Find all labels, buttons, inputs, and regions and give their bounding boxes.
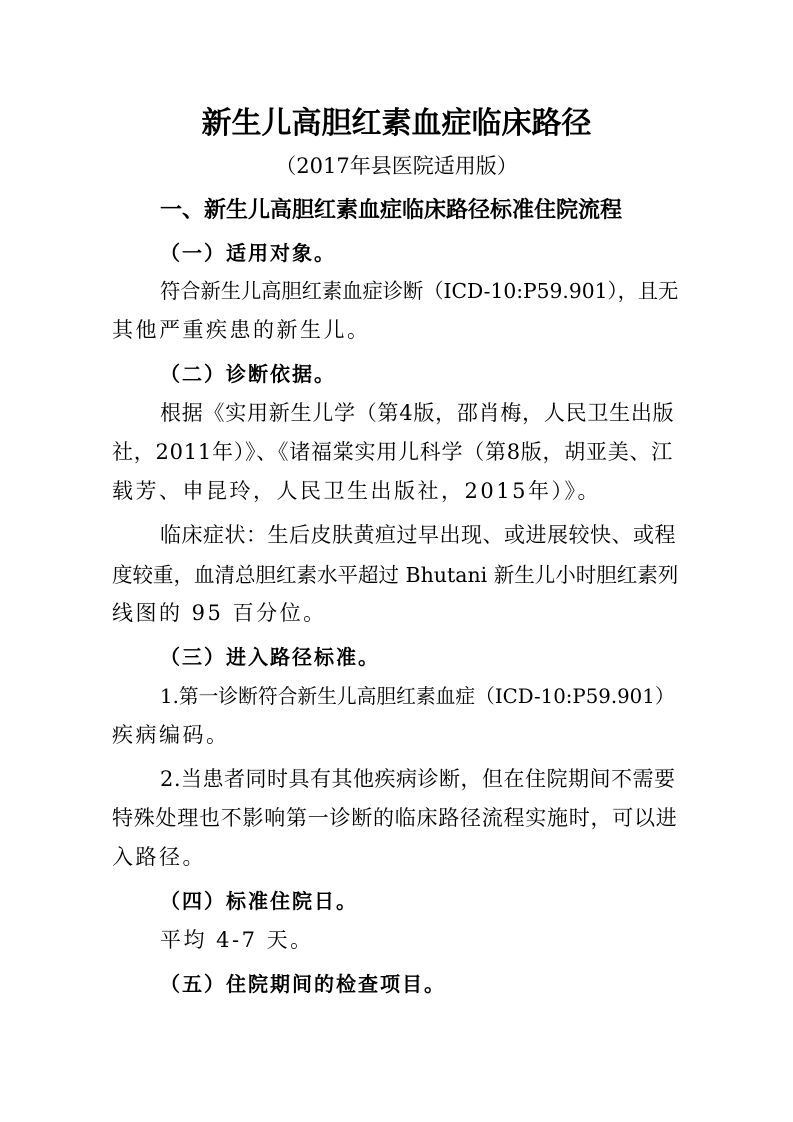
paragraph-line: 临床症状：生后皮肤黄疸过早出现、或进展较快、或程 <box>160 523 676 547</box>
document-title: 新生儿高胆红素血症临床路径 <box>201 106 592 141</box>
paragraph-line: 其他严重疾患的新生儿。 <box>112 318 371 342</box>
paragraph-line: 度较重，血清总胆红素水平超过 Bhutani 新生儿小时胆红素列 <box>112 563 679 587</box>
paragraph-line: 载芳、申昆玲，人民卫生出版社，2015年）》。 <box>112 479 601 503</box>
paragraph-line: 符合新生儿高胆红素血症诊断（ICD-10:P59.901），且无 <box>160 279 679 303</box>
subsection-heading-tests: （五）住院期间的检查项目。 <box>160 972 446 996</box>
subsection-heading-criteria: （三）进入路径标准。 <box>160 645 380 669</box>
paragraph-line: 2.当患者同时具有其他疾病诊断，但在住院期间不需要 <box>160 767 676 791</box>
paragraph-line: 社，2011年）》、《诸福棠实用儿科学（第8版，胡亚美、江 <box>112 440 674 464</box>
subsection-heading-diagnosis: （二）诊断依据。 <box>160 362 336 386</box>
paragraph-line: 特殊处理也不影响第一诊断的临床路径流程实施时，可以进 <box>112 806 678 830</box>
paragraph-line: 疾病编码。 <box>112 723 230 747</box>
paragraph-line: 根据《实用新生儿学（第4版，邵肖梅，人民卫生出版 <box>160 401 675 425</box>
paragraph-line: 入路径。 <box>112 845 206 869</box>
paragraph-line: 平均 4-7 天。 <box>160 928 314 952</box>
subsection-heading-stay: （四）标准住院日。 <box>160 889 358 913</box>
subsection-heading-scope: （一）适用对象。 <box>160 241 336 265</box>
document-subtitle: （2017年县医院适用版） <box>275 154 518 178</box>
section-heading: 一、新生儿高胆红素血症临床路径标准住院流程 <box>160 198 623 223</box>
paragraph-line: 线图的 95 百分位。 <box>112 601 327 625</box>
paragraph-line: 1.第一诊断符合新生儿高胆红素血症（ICD-10:P59.901） <box>160 685 675 708</box>
